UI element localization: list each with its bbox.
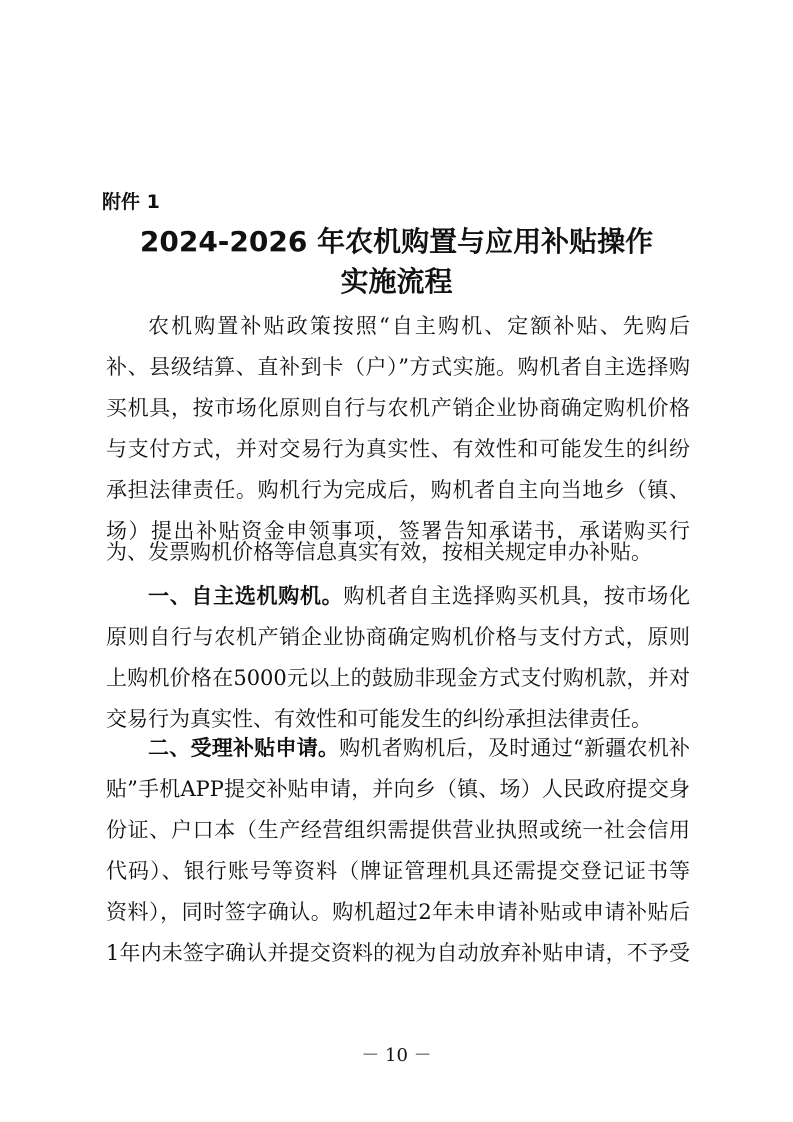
intro-line: 承担法律责任。购机行为完成后，购机者自主向当地乡（镇、 bbox=[106, 478, 690, 502]
attachment-label: 附件 1 bbox=[102, 191, 160, 213]
section-1-line: 原则自行与农机产销企业协商确定购机价格与支付方式，原则 bbox=[106, 625, 690, 649]
section-2-first-line bbox=[148, 734, 690, 762]
section-2-line: 份证、户口本（生产经营组织需提供营业执照或统一社会信用 bbox=[106, 818, 690, 842]
section-1-first-line bbox=[148, 582, 690, 610]
intro-line: 场）提出补贴资金申领事项，签署告知承诺书，承诺购买行 bbox=[106, 519, 690, 543]
page-number: － 10 － bbox=[361, 1045, 432, 1066]
section-2-line: 资料），同时签字确认。购机超过2年未申请补贴或申请补贴后 bbox=[106, 900, 690, 924]
section-2-heading: 二、受理补贴申请。 bbox=[148, 736, 340, 760]
intro-line: 为、发票购机价格等信息真实有效，按相关规定申办补贴。 bbox=[106, 540, 652, 564]
intro-line: 农机购置补贴政策按照“自主购机、定额补贴、先购后 bbox=[148, 314, 690, 338]
section-2-line: 1年内未签字确认并提交资料的视为自动放弃补贴申请，不予受 bbox=[106, 941, 690, 965]
section-1-line: 上购机价格在5000元以上的鼓励非现金方式支付购机款，并对 bbox=[106, 666, 690, 690]
document-title-line-2: 实施流程 bbox=[340, 265, 453, 298]
section-1-line: 购机者自主选择购买机具，按市场化 bbox=[343, 584, 690, 608]
document-title-line-1: 2024-2026 年农机购置与应用补贴操作 bbox=[139, 225, 654, 258]
section-2-line: 代码）、银行账号等资料（牌证管理机具还需提交登记证书等 bbox=[106, 859, 690, 883]
intro-line: 与支付方式，并对交易行为真实性、有效性和可能发生的纠纷 bbox=[106, 437, 690, 461]
section-2-line: 购机者购机后，及时通过“新疆农机补 bbox=[339, 736, 690, 760]
section-1-line: 交易行为真实性、有效性和可能发生的纠纷承担法律责任。 bbox=[106, 707, 652, 731]
intro-line: 买机具，按市场化原则自行与农机产销企业协商确定购机价格 bbox=[106, 396, 690, 420]
intro-line: 补、县级结算、直补到卡（户）”方式实施。购机者自主选择购 bbox=[106, 355, 690, 379]
section-2-line: 贴”手机APP提交补贴申请，并向乡（镇、场）人民政府提交身 bbox=[106, 777, 690, 801]
section-1-heading: 一、自主选机购机。 bbox=[148, 584, 344, 608]
